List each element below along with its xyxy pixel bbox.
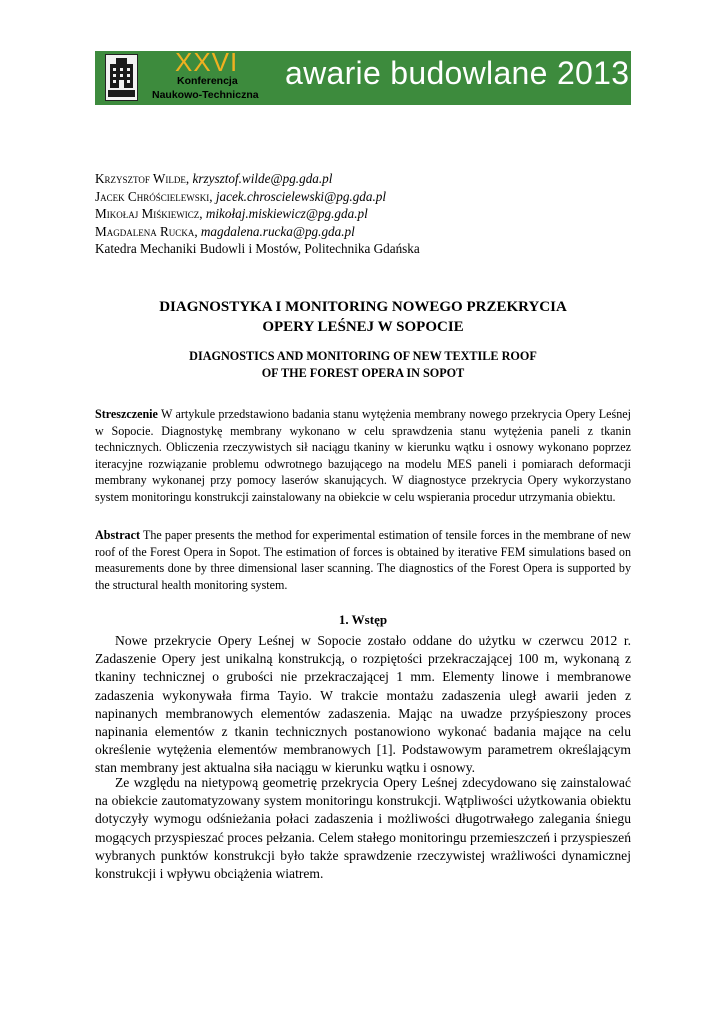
- affiliation: Katedra Mechaniki Budowli i Mostów, Politechnika Gdańska: [95, 241, 420, 256]
- abstract-paragraph: Abstract The paper presents the method for experimental estimation of tensile forces in the membrane of new roof of the Forest Opera in Sopot. The estimation of forces is obtained by iterative FEM simulations based on measurements done by three dimensional laser scanning. The diagnostics of the Forest Opera is supported by the structural health monitoring system.: [95, 528, 631, 592]
- author-email[interactable]: jacek.chroscielewski@pg.gda.pl: [215, 188, 387, 204]
- abstract-label: Abstract: [95, 528, 141, 542]
- streszczenie-label: Streszczenie: [95, 407, 158, 421]
- author-line: Mikołaj Miśkiewicz, mikołaj.miskiewicz@pg.gda.pl: [95, 206, 368, 221]
- author-line: Krzysztof Wilde, krzysztof.wilde@pg.gda.pl: [95, 171, 333, 186]
- paper-title-polish: DIAGNOSTYKA I MONITORING NOWEGO PRZEKRYCIA OPERY LEŚNEJ W SOPOCIE: [159, 299, 567, 335]
- author-list: [95, 170, 420, 258]
- building-icon: [106, 55, 137, 100]
- conference-edition: XXVI: [175, 47, 239, 77]
- author-email[interactable]: magdalena.rucka@pg.gda.pl: [200, 223, 355, 239]
- conference-logo: [105, 54, 138, 101]
- author-line: Magdalena Rucka, magdalena.rucka@pg.gda.pl: [95, 223, 355, 239]
- streszczenie-paragraph: Streszczenie W artykule przedstawiono badania stanu wytężenia membrany nowego przekrycia Opery Leśnej w Sopocie. Diagnostykę membrany wykonano w celu sprawdzenia stanu wytężenia paneli z tkanin technicznych. Obliczenia rzeczywistych sił naciągu tkaniny w kierunku wątku i osnowy wykonano poprzez iteracyjne rozwiązanie problemu odwrotnego bazującego na modelu MES paneli i pomiarach deformacji membrany wykonanej przy pomocy laserów skanujących. W diagnostyce przekrycia Opery wykorzystano system monitoringu konstrukcji zainstalowany na obiekcie w celu wspierania procedur utrzymania obiektu.: [95, 407, 631, 504]
- author-email[interactable]: krzysztof.wilde@pg.gda.pl: [192, 171, 333, 186]
- body-paragraph-2: Ze względu na nietypową geometrię przekrycia Opery Leśnej zdecydowano się zainstalować na obiekcie zautomatyzowany system monitoringu konstrukcji. Wątpliwości użytkowania obiektu dotyczyły wymogu odśnieżania połaci zadaszenia i możliwości długotrwałego zalegania śniegu mogących przyspieszać proces pełzania. Celem stałego monitoringu przemieszczeń i przyspieszeń wybranych punktów konstrukcji było także sprawdzenie rzeczywistej wrażliwości dynamicznej konstrukcji i wpływu obciążenia wiatrem.: [95, 775, 631, 882]
- body-paragraph-1: Nowe przekrycie Opery Leśnej w Sopocie zostało oddane do użytku w czerwcu 2012 r. Zadaszenie Opery jest unikalną konstrukcją, o rozpiętości przekraczającej 100 m, wykonaną z tkaniny technicznej o grubości nie przekraczającej 1 mm. Elementy linowe i membranowe zadaszenia wykonywała firma Tayio. W trakcie montażu zadaszenia uległ awarii jeden z napinanych membranowych elementów zadaszenia. Mając na uwadze przyśpieszony proces napinania elementów z tkanin technicznych postanowiono wykonać badania mające na celu określenie wytężenia elementów membranowych [1]. Podstawowym parametrem określającym stan membrany jest aktualna siła naciągu w kierunku wątku i osnowy.: [95, 633, 631, 776]
- paper-title-english: DIAGNOSTICS AND MONITORING OF NEW TEXTILE ROOF OF THE FOREST OPERA IN SOPOT: [189, 349, 537, 380]
- conference-label-line1: Konferencja: [177, 75, 238, 87]
- conference-title: awarie budowlane 2013: [285, 55, 630, 91]
- conference-label-line2: Naukowo-Techniczna: [152, 89, 259, 101]
- conference-banner: [95, 47, 631, 105]
- author-line: Jacek Chróścielewski, jacek.chroscielewski@pg.gda.pl: [95, 188, 387, 204]
- author-email[interactable]: mikołaj.miskiewicz@pg.gda.pl: [205, 206, 368, 221]
- section-heading: 1. Wstęp: [338, 612, 388, 627]
